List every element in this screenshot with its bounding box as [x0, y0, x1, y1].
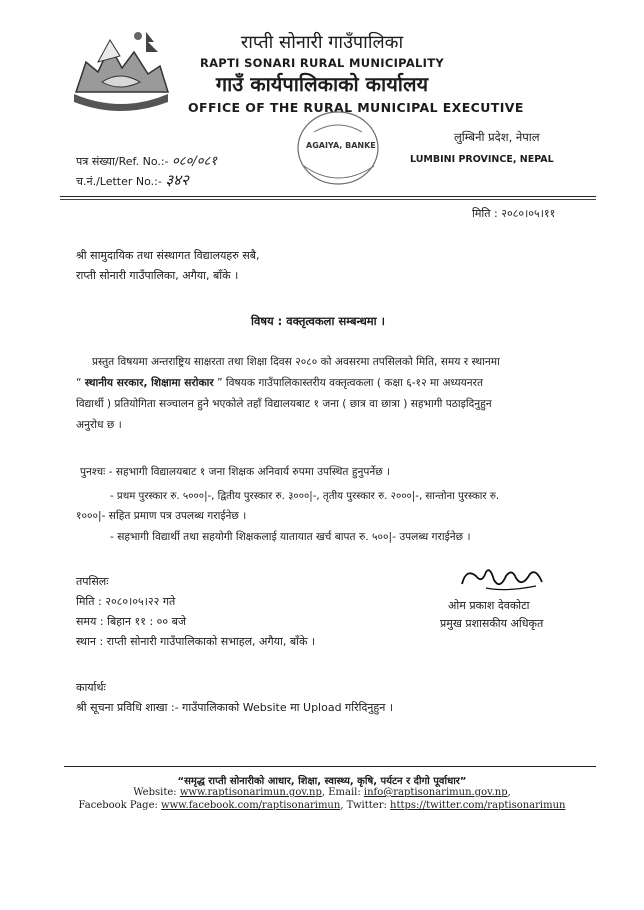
email-label: , Email: — [321, 787, 364, 798]
website-label: Website: — [133, 787, 180, 798]
body-line-2 — [76, 373, 596, 394]
twitter-link[interactable]: https://twitter.com/raptisonarimun — [390, 800, 566, 811]
header-rule — [60, 196, 596, 197]
website-link[interactable]: www.raptisonarimun.gov.np — [179, 787, 322, 798]
recipient-line-2: राप्ती सोनारी गाउँपालिका, अगैया, बाँके । — [76, 269, 239, 282]
letter-number — [76, 170, 189, 190]
body-line-4: अनुरोध छ । — [76, 419, 122, 431]
signatory-title: प्रमुख प्रशासकीय अधिकृत — [440, 617, 544, 630]
office-name-np: गाउँ कार्यपालिकाको कार्यालय — [215, 72, 429, 96]
letter-date: मिति : २०८०।०५।११ — [472, 207, 556, 220]
theme-title: स्थानीय सरकार, शिक्षामा सरोकार — [84, 377, 214, 389]
body-line-1: प्रस्तुत विषयमा अन्तराष्ट्रिय साक्षरता तथा शिक्षा दिवस २०८० को अवसरमा तपसिलको मिति, समय र स्थानमा — [92, 356, 500, 368]
ref-label: पत्र संख्या/Ref. No.:- — [76, 155, 169, 168]
body-line-2-rest: ” विषयक गाउँपालिकास्तरीय वक्तृत्वकला ( कक्षा ६-१२ मा अध्ययनरत — [217, 377, 484, 389]
footer-rule — [64, 766, 596, 767]
quote-open: “ — [76, 377, 82, 389]
body-paragraph — [76, 352, 596, 436]
details-date: मिति : २०८०।०५।२२ गते — [76, 595, 176, 608]
stamp-seal-icon — [294, 108, 382, 196]
cc-heading: कार्यार्थः — [76, 681, 106, 694]
note-1: पुनश्चः - सहभागी विद्यालयबाट १ जना शिक्षक अनिवार्य रुपमा उपस्थित हुनुपर्नेछ । — [80, 466, 391, 478]
details-time: समय : बिहान ११ : ०० बजे — [76, 615, 187, 628]
note-2-b: १०००|- सहित प्रमाण पत्र उपलब्ध गराईनेछ । — [76, 510, 247, 522]
office-name-en: OFFICE OF THE RURAL MUNICIPAL EXECUTIVE — [188, 100, 524, 115]
facebook-link[interactable]: www.facebook.com/raptisonarimun — [161, 800, 341, 811]
subject-line: विषय : वक्तृत्वकला सम्बन्धमा । — [250, 314, 385, 328]
footer-motto: “समृद्ध राप्ती सोनारीको आधार, शिक्षा, स्वास्थ्य, कृषि, पर्यटन र दीगो पूर्वाधार” — [177, 776, 467, 787]
details-place: स्थान : राप्ती सोनारी गाउँपालिकाको सभाहल, अगैया, बाँके । — [76, 635, 316, 648]
letter-label: च.नं./Letter No.:- — [76, 175, 162, 188]
facebook-label: Facebook Page: — [78, 800, 162, 811]
handwritten-signature-icon — [456, 562, 546, 598]
municipality-name-en: RAPTI SONARI RURAL MUNICIPALITY — [199, 56, 445, 70]
signatory-name: ओम प्रकाश देवकोटा — [448, 599, 530, 612]
footer-social — [0, 800, 644, 811]
header-rule-thin — [60, 199, 596, 200]
body-line-3: विद्यार्थी ) प्रतियोगिता सञ्चालन हुने भएकोले तहाँ विद्यालयबाट १ जना ( छात्र वा छात्रा ) सहभागी पठाइदिनुहुन — [76, 398, 492, 410]
footer-contacts — [0, 787, 644, 798]
signature — [456, 562, 546, 598]
office-stamp — [294, 108, 382, 196]
province-np: लुम्बिनी प्रदेश, नेपाल — [454, 130, 540, 144]
ref-number — [76, 151, 217, 169]
stamp-text: AGAIYA, BANKE — [306, 141, 376, 150]
letter-value: ३४२ — [165, 171, 189, 189]
province-en: LUMBINI PROVINCE, NEPAL — [410, 154, 554, 165]
twitter-label: , Twitter: — [340, 800, 391, 811]
recipient-line-1: श्री सामुदायिक तथा संस्थागत विद्यालयहरु सबै, — [76, 249, 260, 262]
note-3: - सहभागी विद्यार्थी तथा सहयोगी शिक्षकलाई यातायात खर्च बापत रु. ५००|- उपलब्ध गराईनेछ । — [110, 531, 471, 543]
ref-value: ०८०/०८१ — [172, 154, 217, 169]
cc-line: श्री सूचना प्रविधि शाखा :- गाउँपालिकाको Website मा Upload गरिदिनुहुन । — [76, 701, 394, 714]
email-link[interactable]: info@raptisonarimun.gov.np — [363, 787, 508, 798]
municipality-name-np: राप्ती सोनारी गाउँपालिका — [240, 32, 404, 53]
details-heading: तपसिलः — [76, 575, 109, 588]
email-end: , — [507, 787, 511, 798]
note-2-a: - प्रथम पुरस्कार रु. ५०००|-, द्वितीय पुरस्कार रु. ३०००|-, तृतीय पुरस्कार रु. २०००|-, सान्तोना पुरस्कार रु. — [110, 491, 500, 502]
